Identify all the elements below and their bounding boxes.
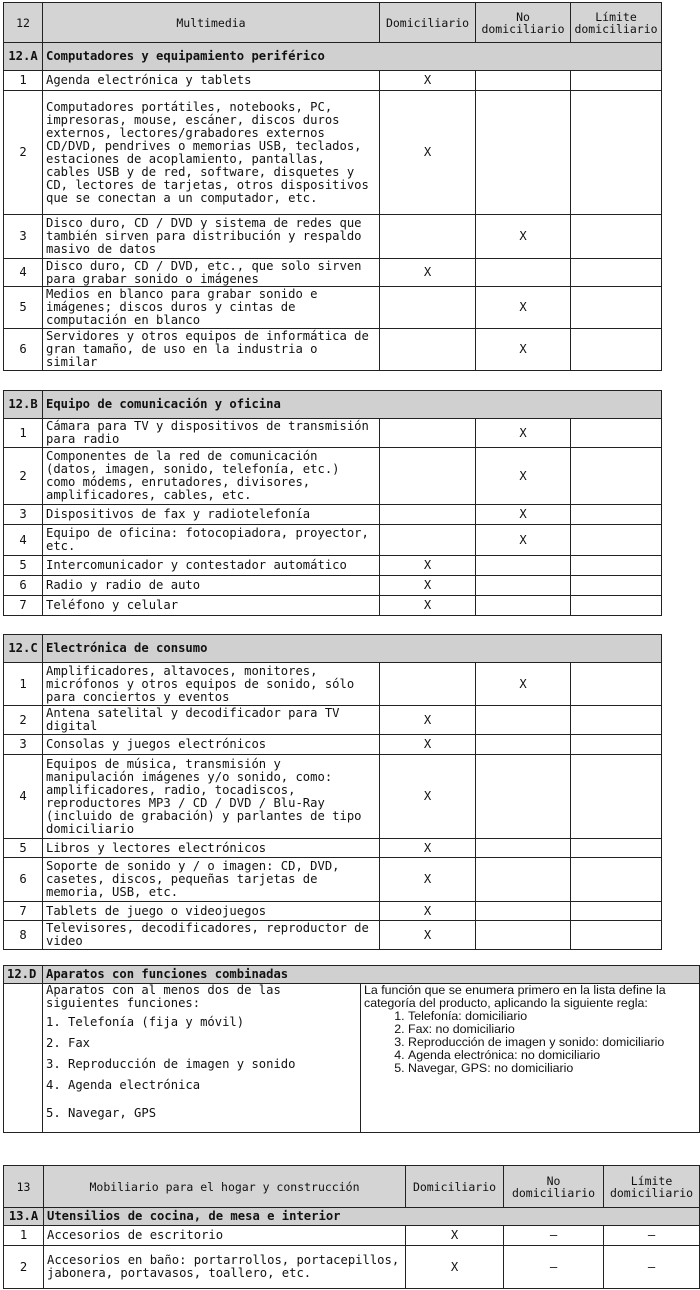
row-number: 2	[4, 448, 43, 505]
mark-domiciliario: X	[380, 556, 476, 576]
table-row	[4, 1246, 700, 1289]
mark-no-domiciliario: X	[476, 287, 571, 329]
rule-item: 1. Telefonía: domiciliario	[408, 1010, 696, 1023]
header-limite-domiciliario: Límite domiciliario	[604, 1166, 700, 1208]
section-row	[4, 391, 662, 419]
table-row	[4, 706, 662, 735]
header-no-domiciliario: No domiciliario	[476, 3, 571, 43]
header-title: Mobiliario para el hogar y construcción	[44, 1166, 406, 1208]
mark-limite	[571, 596, 662, 616]
row-number: 7	[4, 596, 43, 616]
header-limite-domiciliario: Límite domiciliario	[571, 3, 662, 43]
row-description: Libros y lectores electrónicos	[43, 839, 380, 858]
mark-no-domiciliario: X	[476, 505, 571, 525]
mark-no-domiciliario	[476, 902, 571, 921]
rule-list	[364, 1010, 696, 1075]
row-description: Equipos de música, transmisión y manipulación imágenes y/o sonido, como: amplificadores, radio, tocadiscos, reproductores MP3 / CD / DVD / Blu-Ray (incluido de grabación) y parlantes de tipo domiciliario	[43, 755, 380, 839]
row-number: 5	[4, 556, 43, 576]
mark-domiciliario	[380, 505, 476, 525]
mark-domiciliario: X	[380, 259, 476, 287]
function-item: 5. Navegar, GPS	[46, 1106, 157, 1120]
section-code: 12.C	[4, 635, 43, 663]
table-row	[4, 735, 662, 755]
mark-limite	[571, 215, 662, 259]
header-number: 13	[4, 1166, 44, 1208]
row-description: Tablets de juego o videojuegos	[43, 902, 380, 921]
mark-no-domiciliario	[476, 576, 571, 596]
row-number: 3	[4, 505, 43, 525]
table-header	[4, 3, 662, 43]
mark-no-domiciliario: —	[504, 1226, 604, 1246]
row-description: Medios en blanco para grabar sonido e imágenes; discos duros y cintas de computación en blanco	[43, 287, 380, 329]
function-item: 3. Reproducción de imagen y sonido	[46, 1057, 296, 1071]
mark-domiciliario: X	[380, 91, 476, 215]
mark-limite	[571, 663, 662, 706]
row-description: Componentes de la red de comunicación (datos, imagen, sonido, telefonía, etc.) como módems, enrutadores, divisores, amplificadores, cables, etc.	[43, 448, 380, 505]
mark-no-domiciliario	[476, 858, 571, 902]
rule-item: 2. Fax: no domiciliario	[408, 1023, 696, 1036]
mark-no-domiciliario	[476, 706, 571, 735]
mark-domiciliario	[380, 663, 476, 706]
mark-domiciliario: X	[380, 902, 476, 921]
section-row	[4, 966, 700, 984]
row-number: 6	[4, 858, 43, 902]
row-description: Soporte de sonido y / o imagen: CD, DVD, casetes, discos, pequeñas tarjetas de memoria, USB, etc.	[43, 858, 380, 902]
row-number: 2	[4, 91, 43, 215]
row-number: 3	[4, 215, 43, 259]
mark-limite	[571, 287, 662, 329]
table-row	[4, 329, 662, 371]
function-item: 1. Telefonía (fija y móvil)	[46, 1015, 245, 1029]
combined-functions-row	[4, 984, 700, 1133]
row-description: Intercomunicador y contestador automático	[43, 556, 380, 576]
mark-no-domiciliario	[476, 596, 571, 616]
mark-limite	[571, 419, 662, 448]
header-title: Multimedia	[43, 3, 380, 43]
mark-domiciliario	[380, 215, 476, 259]
mark-no-domiciliario: X	[476, 215, 571, 259]
functions-intro: Aparatos con al menos dos de las siguientes funciones:	[46, 983, 281, 1010]
row-number: 4	[4, 259, 43, 287]
row-description: Teléfono y celular	[43, 596, 380, 616]
section-title: Aparatos con funciones combinadas	[43, 966, 700, 984]
mark-no-domiciliario: X	[476, 448, 571, 505]
mark-limite	[571, 259, 662, 287]
table-row	[4, 71, 662, 91]
rule-cell	[361, 984, 700, 1133]
mark-domiciliario: X	[380, 858, 476, 902]
row-number: 4	[4, 525, 43, 556]
mark-domiciliario: X	[380, 706, 476, 735]
mark-no-domiciliario: X	[476, 419, 571, 448]
section-title: Electrónica de consumo	[43, 635, 662, 663]
table-12d	[3, 965, 700, 1133]
rule-item: 3. Reproducción de imagen y sonido: domiciliario	[408, 1036, 696, 1049]
rule-item: 4. Agenda electrónica: no domiciliario	[408, 1049, 696, 1062]
mark-domiciliario: X	[406, 1226, 504, 1246]
mark-no-domiciliario	[476, 71, 571, 91]
empty-number-cell	[4, 984, 43, 1133]
mark-limite	[571, 556, 662, 576]
header-number: 12	[4, 3, 43, 43]
mark-no-domiciliario: X	[476, 525, 571, 556]
section-row	[4, 635, 662, 663]
header-no-domiciliario: No domiciliario	[504, 1166, 604, 1208]
section-code: 12.D	[4, 966, 43, 984]
table-row	[4, 921, 662, 950]
row-description: Disco duro, CD / DVD y sistema de redes que también sirven para distribución y respaldo masivo de datos	[43, 215, 380, 259]
row-description: Consolas y juegos electrónicos	[43, 735, 380, 755]
mark-domiciliario: X	[380, 921, 476, 950]
mark-domiciliario: X	[380, 755, 476, 839]
table-row	[4, 448, 662, 505]
row-description: Cámara para TV y dispositivos de transmisión para radio	[43, 419, 380, 448]
mark-limite	[571, 525, 662, 556]
mark-no-domiciliario	[476, 755, 571, 839]
mark-domiciliario	[380, 419, 476, 448]
mark-no-domiciliario	[476, 839, 571, 858]
row-description: Equipo de oficina: fotocopiadora, proyector, etc.	[43, 525, 380, 556]
table-row	[4, 839, 662, 858]
row-description: Agenda electrónica y tablets	[43, 71, 380, 91]
mark-domiciliario: X	[380, 596, 476, 616]
section-code: 12.B	[4, 391, 43, 419]
row-description: Amplificadores, altavoces, monitores, micrófonos y otros equipos de sonido, sólo para conciertos y eventos	[43, 663, 380, 706]
table-row	[4, 91, 662, 215]
section-title: Utensilios de cocina, de mesa e interior	[44, 1208, 700, 1226]
mark-domiciliario: X	[380, 839, 476, 858]
table-row	[4, 1226, 700, 1246]
mark-limite	[571, 755, 662, 839]
table-12c	[3, 634, 662, 950]
table-row	[4, 287, 662, 329]
row-number: 5	[4, 287, 43, 329]
functions-cell	[43, 984, 361, 1133]
mark-no-domiciliario	[476, 556, 571, 576]
mark-domiciliario	[380, 525, 476, 556]
mark-no-domiciliario: —	[504, 1246, 604, 1289]
mark-no-domiciliario: X	[476, 663, 571, 706]
mark-limite	[571, 902, 662, 921]
mark-limite	[571, 505, 662, 525]
row-number: 6	[4, 576, 43, 596]
mark-domiciliario	[380, 448, 476, 505]
mark-domiciliario	[380, 287, 476, 329]
row-description: Radio y radio de auto	[43, 576, 380, 596]
header-domiciliario: Domiciliario	[380, 3, 476, 43]
mark-limite	[571, 735, 662, 755]
mark-no-domiciliario	[476, 921, 571, 950]
mark-limite	[571, 839, 662, 858]
row-description: Dispositivos de fax y radiotelefonía	[43, 505, 380, 525]
table-row	[4, 259, 662, 287]
mark-limite	[571, 329, 662, 371]
row-description: Computadores portátiles, notebooks, PC, impresoras, mouse, escáner, discos duros externos, lectores/grabadores externos CD/DVD, pendrives o memorias USB, teclados, estaciones de acoplamiento, pantallas, cables USB y de red, software, disquetes y CD, lectores de tarjetas, otros dispositivos que se conectan a un computador, etc.	[43, 91, 380, 215]
mark-no-domiciliario	[476, 735, 571, 755]
row-number: 4	[4, 755, 43, 839]
mark-limite	[571, 71, 662, 91]
row-description: Televisores, decodificadores, reproductor de video	[43, 921, 380, 950]
row-number: 8	[4, 921, 43, 950]
table-12b	[3, 390, 662, 616]
row-number: 5	[4, 839, 43, 858]
function-item: 2. Fax	[46, 1036, 91, 1050]
table-row	[4, 902, 662, 921]
section-code: 13.A	[4, 1208, 44, 1226]
mark-limite	[571, 858, 662, 902]
table-row	[4, 215, 662, 259]
rule-intro: La función que se enumera primero en la lista define la categoría del producto, aplicando la siguiente regla:	[364, 983, 666, 1010]
row-description: Accesorios de escritorio	[44, 1226, 406, 1246]
header-domiciliario: Domiciliario	[406, 1166, 504, 1208]
row-description: Servidores y otros equipos de informática de gran tamaño, de uso en la industria o similar	[43, 329, 380, 371]
row-number: 1	[4, 663, 43, 706]
mark-domiciliario: X	[380, 735, 476, 755]
table-row	[4, 858, 662, 902]
row-number: 1	[4, 419, 43, 448]
section-title: Computadores y equipamiento periférico	[43, 43, 662, 71]
function-item: 4. Agenda electrónica	[46, 1078, 201, 1092]
row-number: 6	[4, 329, 43, 371]
row-description: Antena satelital y decodificador para TV digital	[43, 706, 380, 735]
table-13	[3, 1165, 700, 1289]
section-code: 12.A	[4, 43, 43, 71]
mark-limite	[571, 706, 662, 735]
table-row	[4, 596, 662, 616]
table-12	[3, 2, 662, 371]
row-description: Accesorios en baño: portarrollos, portacepillos, jabonera, portavasos, toallero, etc.	[44, 1246, 406, 1289]
mark-domiciliario	[380, 329, 476, 371]
mark-limite: —	[604, 1246, 700, 1289]
table-row	[4, 556, 662, 576]
section-row	[4, 1208, 700, 1226]
row-number: 2	[4, 1246, 44, 1289]
mark-no-domiciliario: X	[476, 329, 571, 371]
mark-domiciliario: X	[380, 576, 476, 596]
row-number: 1	[4, 1226, 44, 1246]
row-number: 2	[4, 706, 43, 735]
table-row	[4, 663, 662, 706]
mark-no-domiciliario	[476, 91, 571, 215]
mark-limite	[571, 448, 662, 505]
table-row	[4, 419, 662, 448]
mark-limite	[571, 576, 662, 596]
row-number: 1	[4, 71, 43, 91]
mark-domiciliario: X	[380, 71, 476, 91]
mark-limite: —	[604, 1226, 700, 1246]
row-number: 7	[4, 902, 43, 921]
section-row	[4, 43, 662, 71]
table-row	[4, 505, 662, 525]
row-description: Disco duro, CD / DVD, etc., que solo sirven para grabar sonido o imágenes	[43, 259, 380, 287]
table-row	[4, 755, 662, 839]
table-row	[4, 525, 662, 556]
row-number: 3	[4, 735, 43, 755]
section-title: Equipo de comunicación y oficina	[43, 391, 662, 419]
mark-limite	[571, 921, 662, 950]
mark-no-domiciliario	[476, 259, 571, 287]
table-row	[4, 576, 662, 596]
table-header	[4, 1166, 700, 1208]
mark-domiciliario: X	[406, 1246, 504, 1289]
rule-item: 5. Navegar, GPS: no domiciliario	[408, 1062, 696, 1075]
mark-limite	[571, 91, 662, 215]
